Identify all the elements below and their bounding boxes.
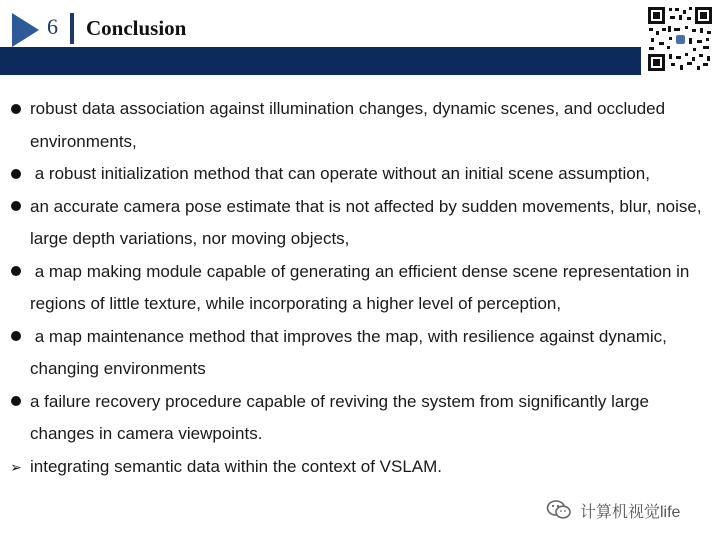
list-item-text: robust data association against illumination changes, dynamic scenes, and occluded environments, bbox=[30, 99, 670, 151]
header-band bbox=[0, 47, 641, 75]
list-item-text: an accurate camera pose estimate that is not affected by sudden movements, blur, noise, large depth variations, nor moving objects, bbox=[30, 196, 707, 248]
section-number: 6 bbox=[47, 14, 58, 39]
slide-header bbox=[0, 0, 720, 78]
list-item bbox=[0, 386, 720, 451]
list-item bbox=[0, 191, 720, 256]
list-item-text: integrating semantic data within the context of VSLAM. bbox=[30, 456, 443, 476]
watermark-text: 计算机视觉life bbox=[580, 503, 681, 521]
list-item bbox=[0, 451, 720, 484]
title-divider bbox=[70, 13, 74, 44]
list-item-text: a map maintenance method that improves the map, with resilience against dynamic, changing environments bbox=[30, 326, 672, 378]
list-item-text: a failure recovery procedure capable of reviving the system from significantly large changes in camera viewpoints. bbox=[30, 391, 654, 443]
list-item bbox=[0, 256, 720, 321]
list-item bbox=[0, 93, 720, 158]
list-item-text: a robust initialization method that can operate without an initial scene assumption, bbox=[30, 164, 650, 183]
conclusion-list bbox=[0, 93, 720, 483]
watermark bbox=[546, 498, 680, 522]
slide-title: Conclusion bbox=[86, 16, 187, 40]
bullet-icon bbox=[9, 93, 23, 126]
wechat-icon bbox=[546, 499, 572, 521]
bullet-icon bbox=[9, 158, 23, 191]
bullet-icon bbox=[9, 191, 23, 224]
triangle-icon bbox=[12, 13, 39, 47]
list-item-text: a map making module capable of generating an efficient dense scene representation in regions of little texture, while incorporating a higher level of perception, bbox=[30, 261, 695, 313]
arrow-bullet-icon: ➢ bbox=[10, 458, 22, 475]
bullet-icon bbox=[9, 321, 23, 354]
list-item bbox=[0, 321, 720, 386]
bullet-icon bbox=[9, 386, 23, 419]
bullet-icon bbox=[9, 256, 23, 289]
qr-code-icon bbox=[645, 4, 715, 74]
list-item bbox=[0, 158, 720, 191]
